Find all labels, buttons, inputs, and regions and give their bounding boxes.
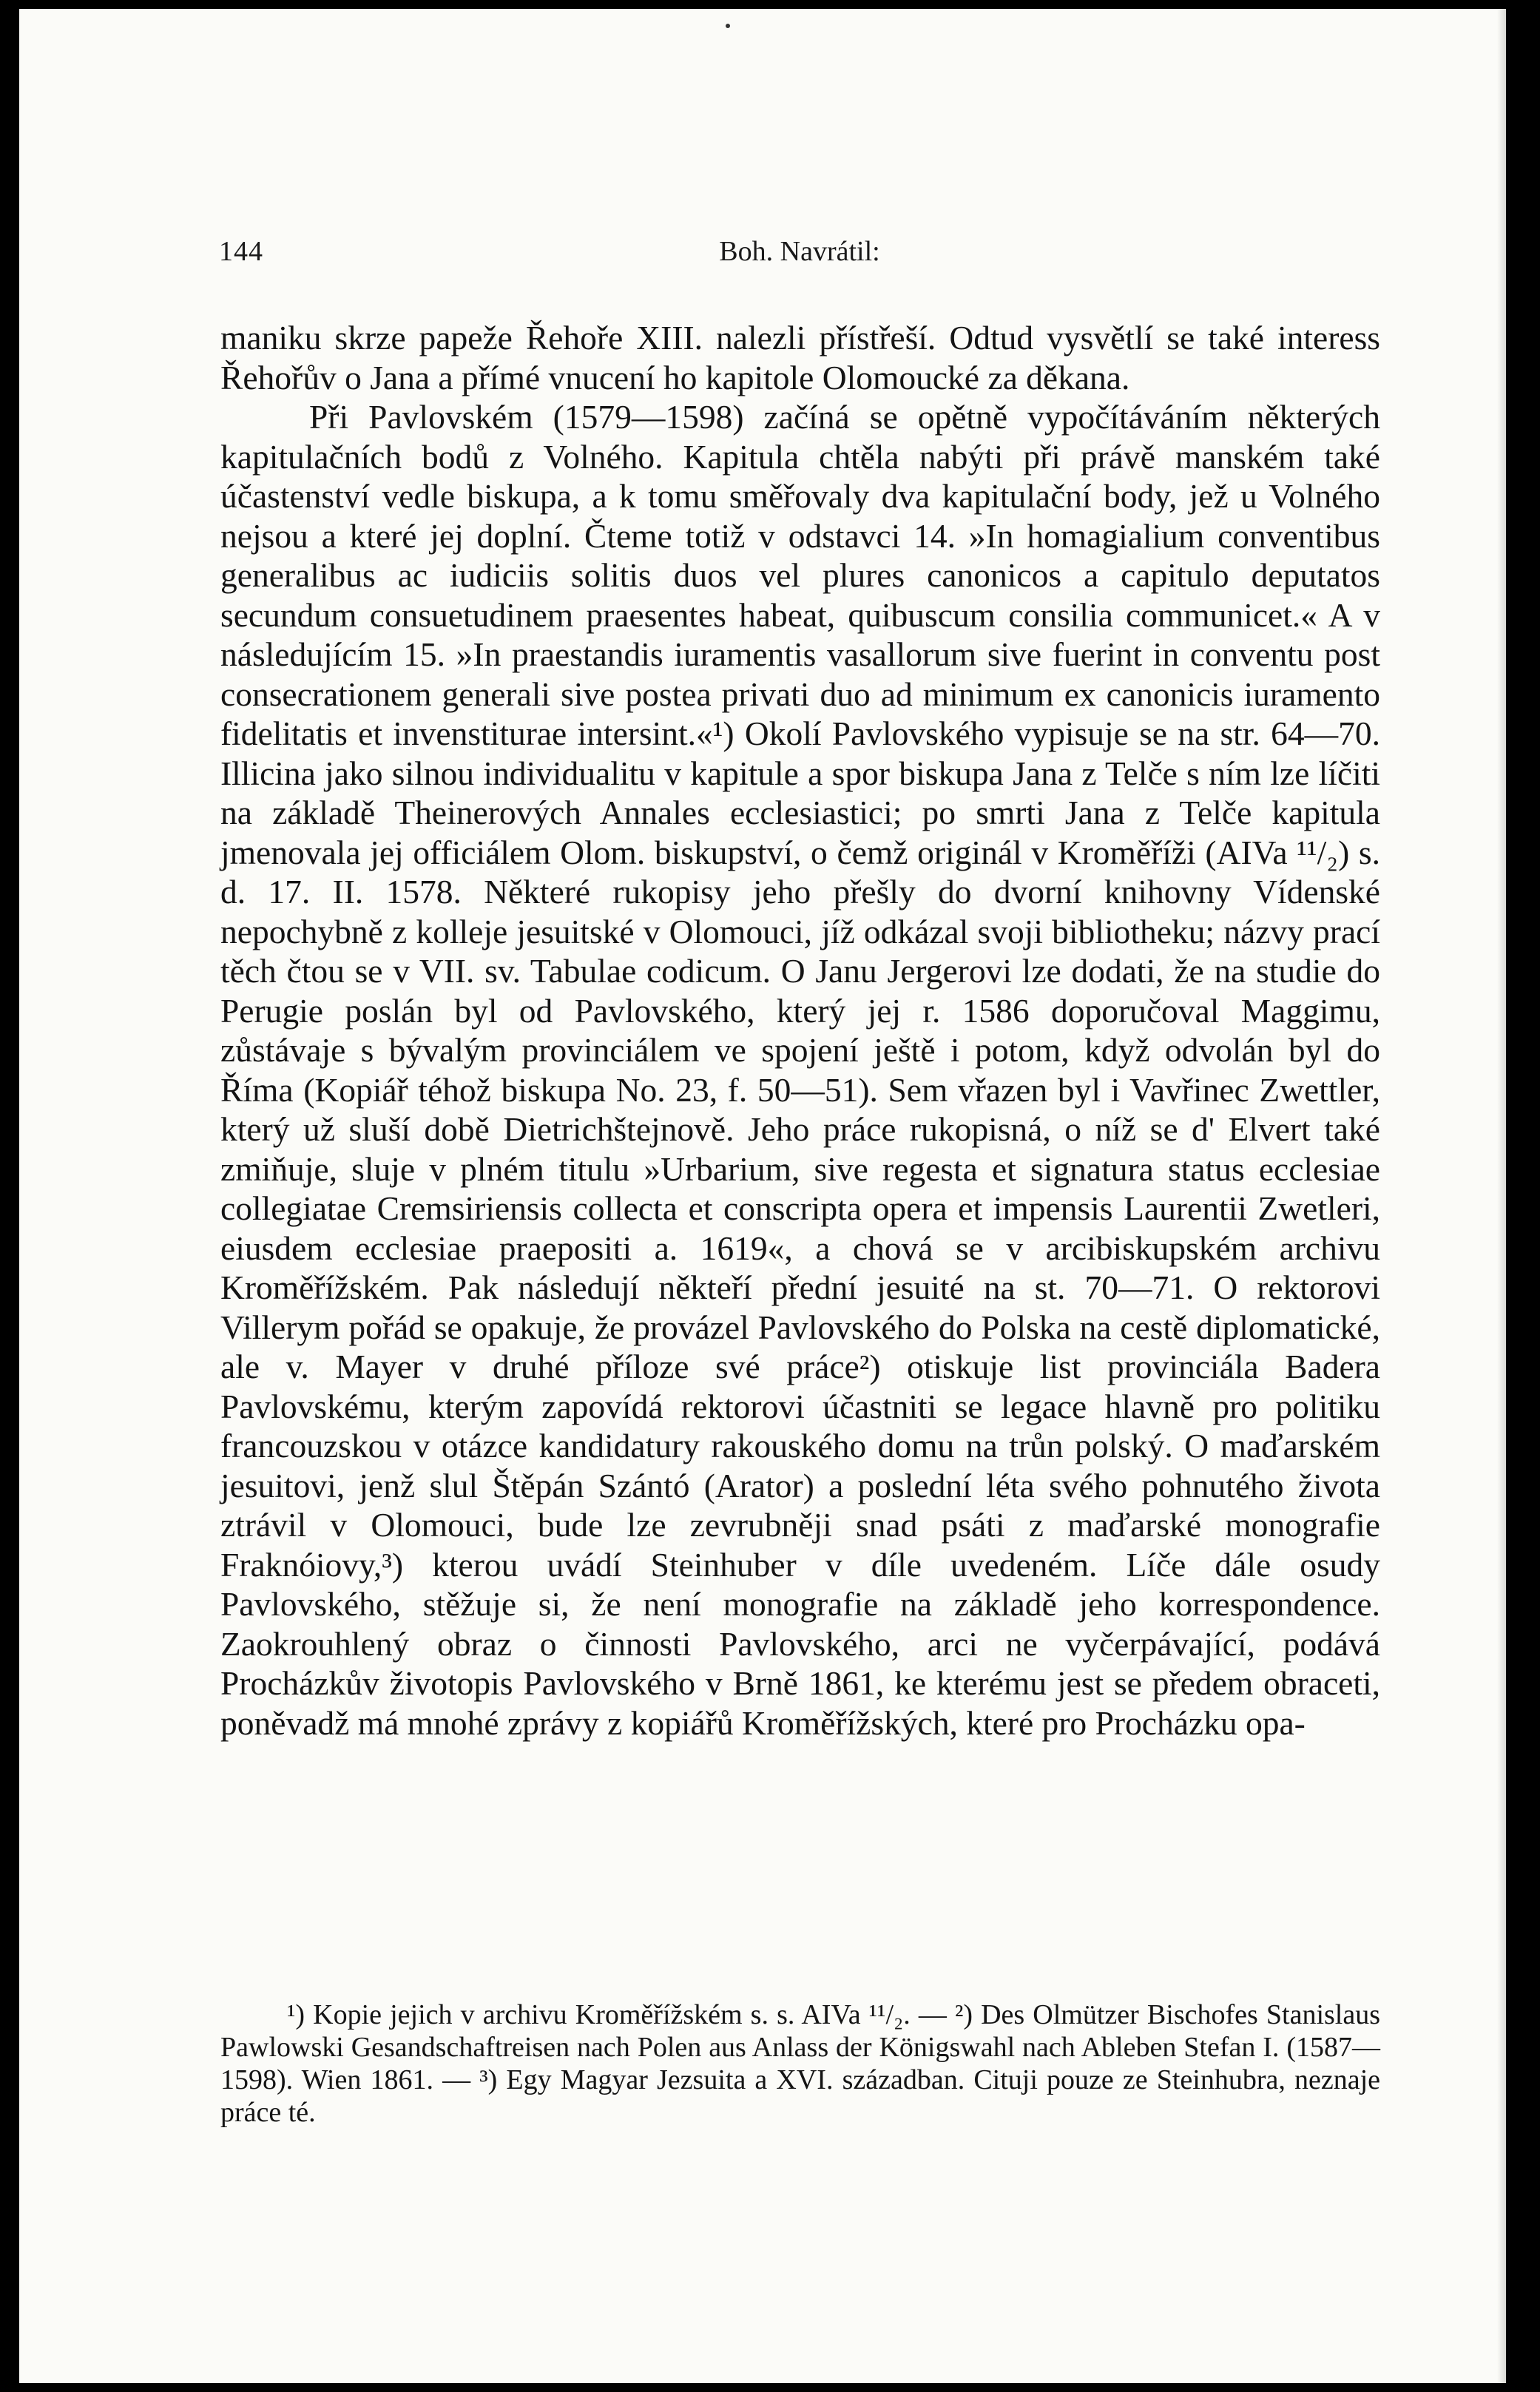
paragraph-2: Při Pavlovském (1579—1598) začíná se opětně vypočítáváním některých kapitulačních bodů z Volného. Kapitula chtěla nabýti při právě manském také účastenství vedle biskupa, a k tomu směřovaly dva kapitulační body, jež u Volného nejsou a které jej doplní. Čteme totiž v odstavci 14. »In homagialium conventibus generalibus ac iudiciis solitis duos vel plures canonicos a capitulo deputatos secundum consuetudinem praesentes habeat, quibuscum consilia communicet.« A v následujícím 15. »In praestandis iuramentis vasallorum sive fuerint in conventu post consecrationem generali sive postea privati duo ad minimum ex canonicis iuramento fidelitatis et invenstiturae intersint.«¹) Okolí Pavlovského vypisuje se na str. 64—70. Illicina jako silnou individualitu v kapitule a spor biskupa Jana z Telče s ním lze líčiti na základě Theinerových Annales ecclesiastici; po smrti Jana z Telče kapitula jmenovala jej officiálem Olom. biskupství, o čemž originál v Kroměříži (AIVa ¹¹/₂) s. d. 17. II. 1578. Některé rukopisy jeho přešly do dvorní knihovny Vídenské nepochybně z kolleje jesuitské v Olomouci, jíž odkázal svoji bibliotheku; názvy prací těch čtou se v VII. sv. Tabulae codicum. O Janu Jergerovi lze dodati, že na studie do Perugie poslán byl od Pavlovského, který jej r. 1586 doporučoval Maggimu, zůstávaje s bývalým provinciálem ve spojení ještě i potom, když odvolán byl do Říma (Kopiář téhož biskupa No. 23, f. 50—51). Sem vřazen byl i Vavřinec Zwettler, který už sluší době Dietrichštejnově. Jeho práce rukopisná, o níž se d' Elvert také zmiňuje, sluje v plném titulu »Urbarium, sive regesta et signatura status ecclesiae collegiatae Cremsiriensis collecta et conscripta opera et impensis Laurentii Zwetleri, eiusdem ecclesiae praepositi a. 1619«, a chová se v arcibiskupském archivu Kroměřížském. Pak následují někteří přední jesuité na st. 70—71. O rektorovi Villerym pořád se opakuje, že provázel Pavlovského do Polska na cestě diplomatické, ale v. Mayer v druhé příloze své práce²) otiskuje list provinciála Badera Pavlovskému, kterým zapovídá rektorovi účastniti se legace hlavně pro politiku francouzskou v otázce kandidatury rakouského domu na trůn polský. O maďarském jesuitovi, jenž slul Štěpán Szántó (Arator) a poslední léta svého pohnutého života ztrávil v Olomouci, bude lze zevrubněji snad psáti z maďarské monografie Fraknóiovy,³) kterou uvádí Steinhuber v díle uvedeném. Líče dále osudy Pavlovského, stěžuje si, že není monografie na základě jeho korrespondence. Zaokrouhlený obraz o činnosti Pavlovského, arci ne vyčerpávající, podává Procházkův životopis Pavlovského v Brně 1861, ke kterému jest se předem obraceti, poněvadž má mnohé zprávy z kopiářů Kroměřížských, které pro Procházku opa- bbox=[220, 398, 1380, 1742]
body-text bbox=[220, 318, 1380, 1743]
page-number: 144 bbox=[219, 236, 263, 267]
footnote-block: ¹) Kopie jejich v archivu Kroměřížském s. s. AIVa ¹¹/₂. — ²) Des Olmützer Bischofes Stanislaus Pawlowski Gesandschaftreisen nach Polen aus Anlass der Königswahl nach Ableben Stefan I. (1587—1598). Wien 1861. — ³) Egy Magyar Jezsuita a XVI. században. Cituji pouze ze Steinhubra, neznaje práce té. bbox=[220, 1999, 1380, 2128]
paragraph-1: maniku skrze papeže Řehoře XIII. nalezli přístřeší. Odtud vysvětlí se také interess Řehořův o Jana a přímé vnucení ho kapitole Olomoucké za děkana. bbox=[220, 319, 1380, 396]
scanned-page bbox=[19, 9, 1506, 2383]
page-edge-shadow bbox=[1497, 9, 1506, 2383]
page-header bbox=[219, 235, 1380, 280]
running-head: Boh. Navrátil: bbox=[719, 236, 880, 267]
footnotes bbox=[220, 1999, 1380, 2129]
scan-speck bbox=[726, 24, 730, 28]
